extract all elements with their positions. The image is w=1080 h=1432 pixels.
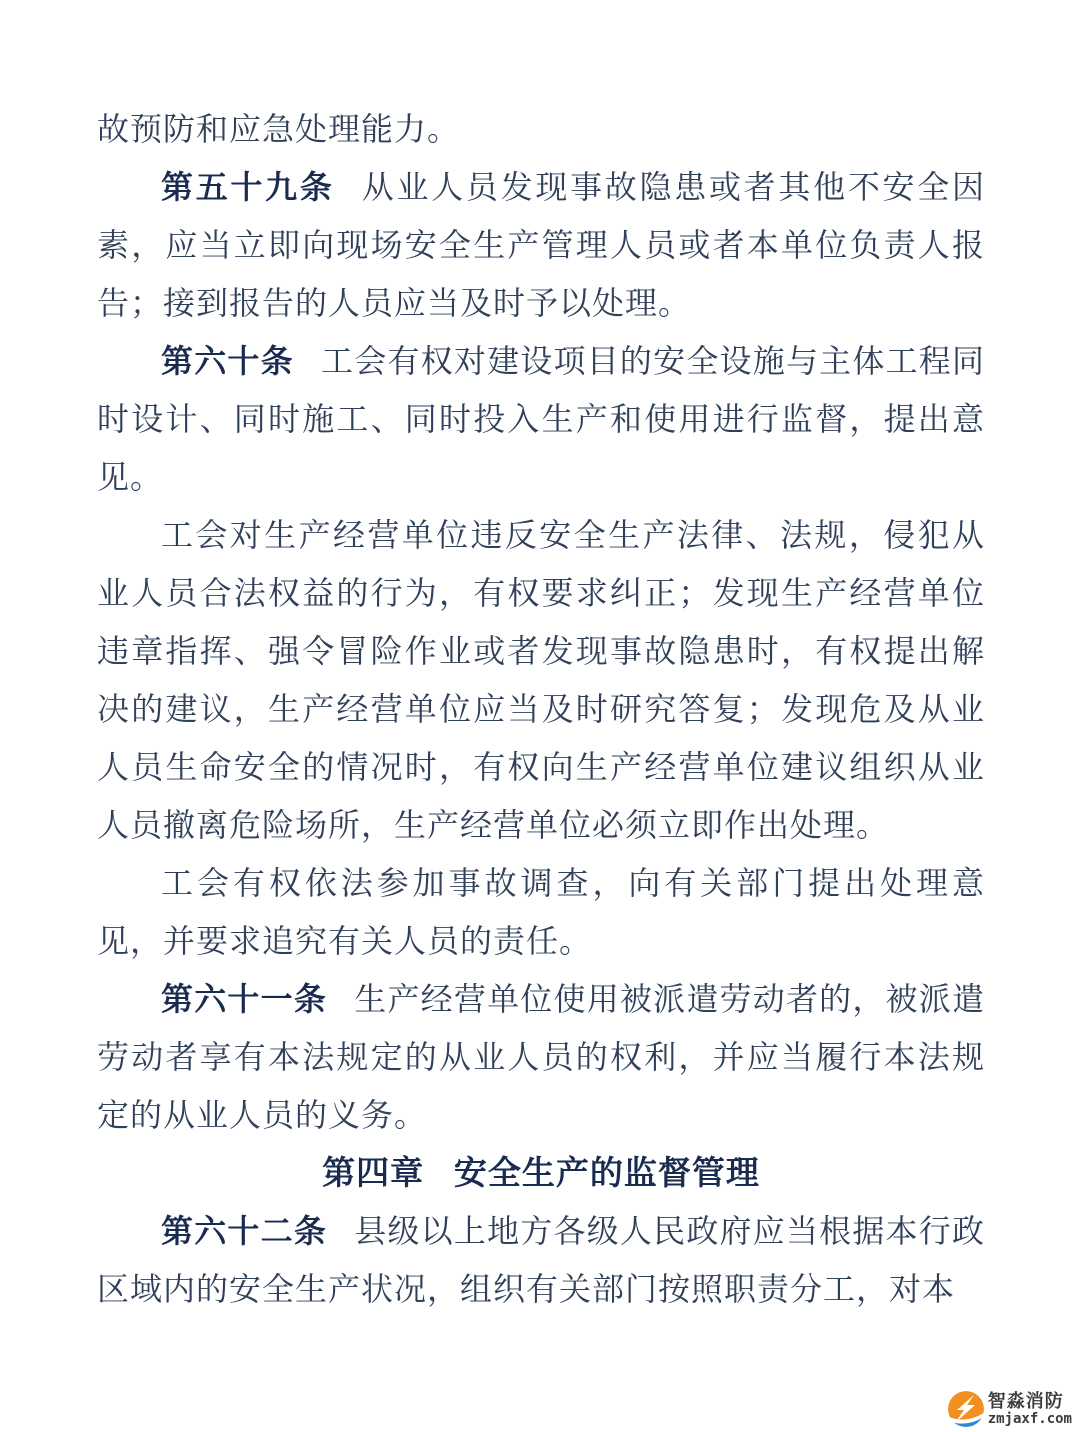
watermark-text (988, 1392, 1072, 1426)
paragraph: 第六十条 工会有权对建设项目的安全设施与主体工程同时设计、同时施工、同时投入生产和使用进行监督，提出意见。 (97, 343, 985, 495)
paragraph: 工会有权依法参加事故调查，向有关部门提出处理意见，并要求追究有关人员的责任。 (97, 865, 985, 959)
paragraph: 第五十九条 从业人员发现事故隐患或者其他不安全因素，应当立即向现场安全生产管理人员或者本单位负责人报告；接到报告的人员应当及时予以处理。 (97, 169, 985, 321)
zhimiao-fire-logo-icon (947, 1390, 985, 1428)
article-number: 第六十一条 (161, 981, 328, 1017)
paragraph: 第六十二条 县级以上地方各级人民政府应当根据本行政区域内的安全生产状况，组织有关部门按照职责分工，对本 (97, 1213, 985, 1307)
chapter-heading: 第四章 安全生产的监督管理 (322, 1154, 760, 1191)
paragraph: 故预防和应急处理能力。 (97, 111, 461, 147)
article-number: 第六十二条 (161, 1213, 328, 1249)
article-number: 第五十九条 (161, 169, 335, 205)
paragraph: 第六十一条 生产经营单位使用被派遣劳动者的，被派遣劳动者享有本法规定的从业人员的权利，并应当履行本法规定的从业人员的义务。 (97, 981, 985, 1133)
watermark-domain: zmjaxf.com (987, 1411, 1072, 1427)
document-body (97, 100, 985, 1318)
watermark-brand-name: 智淼消防 (987, 1391, 1064, 1411)
watermark (947, 1390, 1072, 1428)
chapter-number: 第四章 (322, 1154, 425, 1191)
article-number: 第六十条 (161, 343, 294, 379)
paragraph: 工会对生产经营单位违反安全生产法律、法规，侵犯从业人员合法权益的行为，有权要求纠正；发现生产经营单位违章指挥、强令冒险作业或者发现事故隐患时，有权提出解决的建议，生产经营单位应当及时研究答复；发现危及从业人员生命安全的情况时，有权向生产经营单位建议组织从业人员撤离危险场所，生产经营单位必须立即作出处理。 (97, 517, 985, 843)
